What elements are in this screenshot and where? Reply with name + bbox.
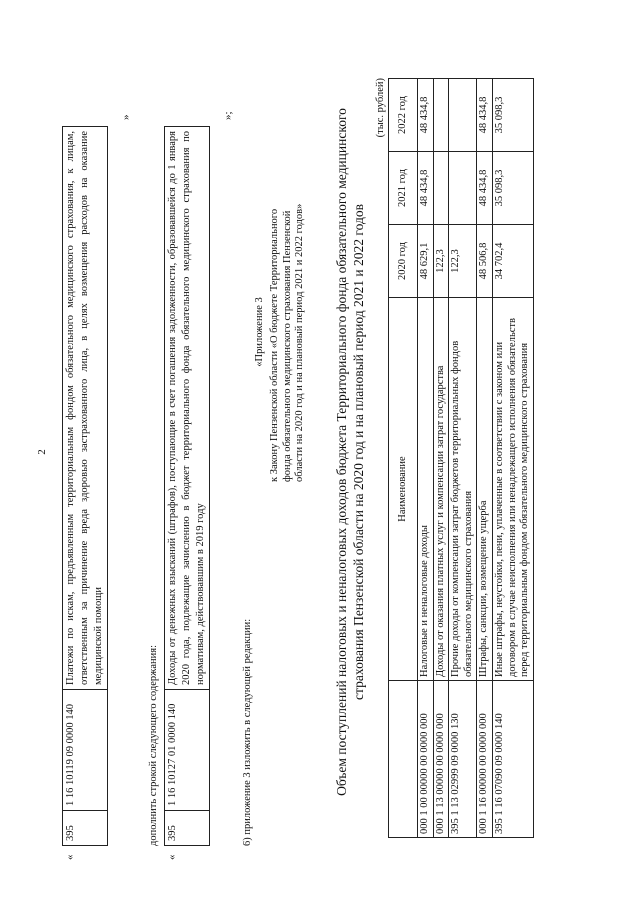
revenue-description-cell: Доходы от денежных взысканий (штрафов), поступающие в счет погашения задолженности, образовавшейся до 1 января 2020 года, подлежащие зачислению в бюджет территориального фонда обязательного медицинского страхования по нормативам, действовавшим в 2019 году — [165, 127, 210, 690]
table-header-row — [389, 79, 418, 838]
appendix-header — [254, 182, 307, 482]
budget-code-cell: 1 16 10127 01 0000 140 — [165, 690, 210, 811]
code-cell: 395 1 16 07090 09 0000 140 — [492, 681, 533, 838]
name-cell: Иные штрафы, неустойки, пени, уплаченные в соответствии с законом или договором в случае неисполнения или ненадлежащего исполнения обязательств перед территориальным фондом обязательного медицинского страхования — [492, 298, 533, 681]
close-quote: » — [120, 114, 132, 120]
code-cell: 395 1 13 02999 09 0000 130 — [449, 681, 477, 838]
value-2021-cell: 35 098,3 — [492, 152, 533, 225]
open-quote: « — [166, 854, 178, 860]
column-header-2021: 2021 год — [389, 152, 418, 225]
appendix-title: «Приложение 3 — [254, 297, 265, 367]
budget-code-cell: 1 16 10119 09 0000 140 — [63, 690, 108, 811]
table-row — [418, 79, 434, 838]
supplement-instruction: дополнить строкой следующего содержания: — [148, 644, 159, 846]
table-row — [477, 79, 493, 838]
table-heading: Объем поступлений налоговых и неналоговых доходов бюджета Территориального фонда обязательного медицинского страхования Пензенской области на 2020 год и на плановый период 2021 и 2022 годов — [334, 108, 366, 796]
value-2022-cell — [449, 79, 477, 152]
code-cell: 000 1 13 00000 00 0000 000 — [433, 681, 449, 838]
table-row — [449, 79, 477, 838]
admin-code-cell: 395 — [165, 811, 210, 846]
value-2022-cell: 35 098,3 — [492, 79, 533, 152]
column-header-2020: 2020 год — [389, 225, 418, 298]
table-row — [63, 127, 108, 846]
table-row — [492, 79, 533, 838]
admin-code-cell: 395 — [63, 811, 108, 846]
value-2022-cell: 48 434,8 — [477, 79, 493, 152]
amendment-table-existing-row — [62, 126, 108, 846]
code-cell: 000 1 00 00000 00 0000 000 — [418, 681, 434, 838]
value-2020-cell: 122,3 — [433, 225, 449, 298]
item-6-instruction: 6) приложение 3 изложить в следующей редакции: — [242, 618, 253, 846]
open-quote: « — [64, 854, 76, 860]
unit-label: (тыс. рублей) — [375, 78, 386, 138]
column-header-code — [389, 681, 418, 838]
value-2020-cell: 34 702,4 — [492, 225, 533, 298]
column-header-2022: 2022 год — [389, 79, 418, 152]
value-2022-cell — [433, 79, 449, 152]
revenue-description-cell: Платежи по искам, предъявленным территориальным фондом обязательного медицинского страхования, к лицам, ответственным за причинение вреда здоровью застрахованного лица, в целях возмещения расходов на оказание медицинской помощи — [63, 127, 108, 690]
value-2022-cell: 48 434,8 — [418, 79, 434, 152]
code-cell: 000 1 16 00000 00 0000 000 — [477, 681, 493, 838]
name-cell: Налоговые и неналоговые доходы — [418, 298, 434, 681]
name-cell: Прочие доходы от компенсации затрат бюджетов территориальных фондов обязательного медицинского страхования — [449, 298, 477, 681]
rotated-page-content — [36, 42, 600, 862]
value-2020-cell: 48 629,1 — [418, 225, 434, 298]
amendment-table-new-row — [164, 126, 210, 846]
value-2021-cell — [433, 152, 449, 225]
value-2021-cell: 48 434,8 — [477, 152, 493, 225]
value-2021-cell — [449, 152, 477, 225]
value-2020-cell: 122,3 — [449, 225, 477, 298]
value-2020-cell: 48 506,8 — [477, 225, 493, 298]
page-number: 2 — [36, 449, 48, 455]
name-cell: Доходы от оказания платных услуг и компенсации затрат государства — [433, 298, 449, 681]
column-header-name: Наименование — [389, 298, 418, 681]
revenue-table — [388, 78, 534, 838]
name-cell: Штрафы, санкции, возмещение ущерба — [477, 298, 493, 681]
table-row — [433, 79, 449, 838]
value-2021-cell: 48 434,8 — [418, 152, 434, 225]
appendix-reference: к Закону Пензенской области «О бюджете Территориального фонда обязательного медицинского страхования Пензенской области на 2020 год и на плановый период 2021 и 2022 годов» — [269, 203, 306, 482]
table-row — [165, 127, 210, 846]
close-quote: »; — [222, 111, 234, 120]
